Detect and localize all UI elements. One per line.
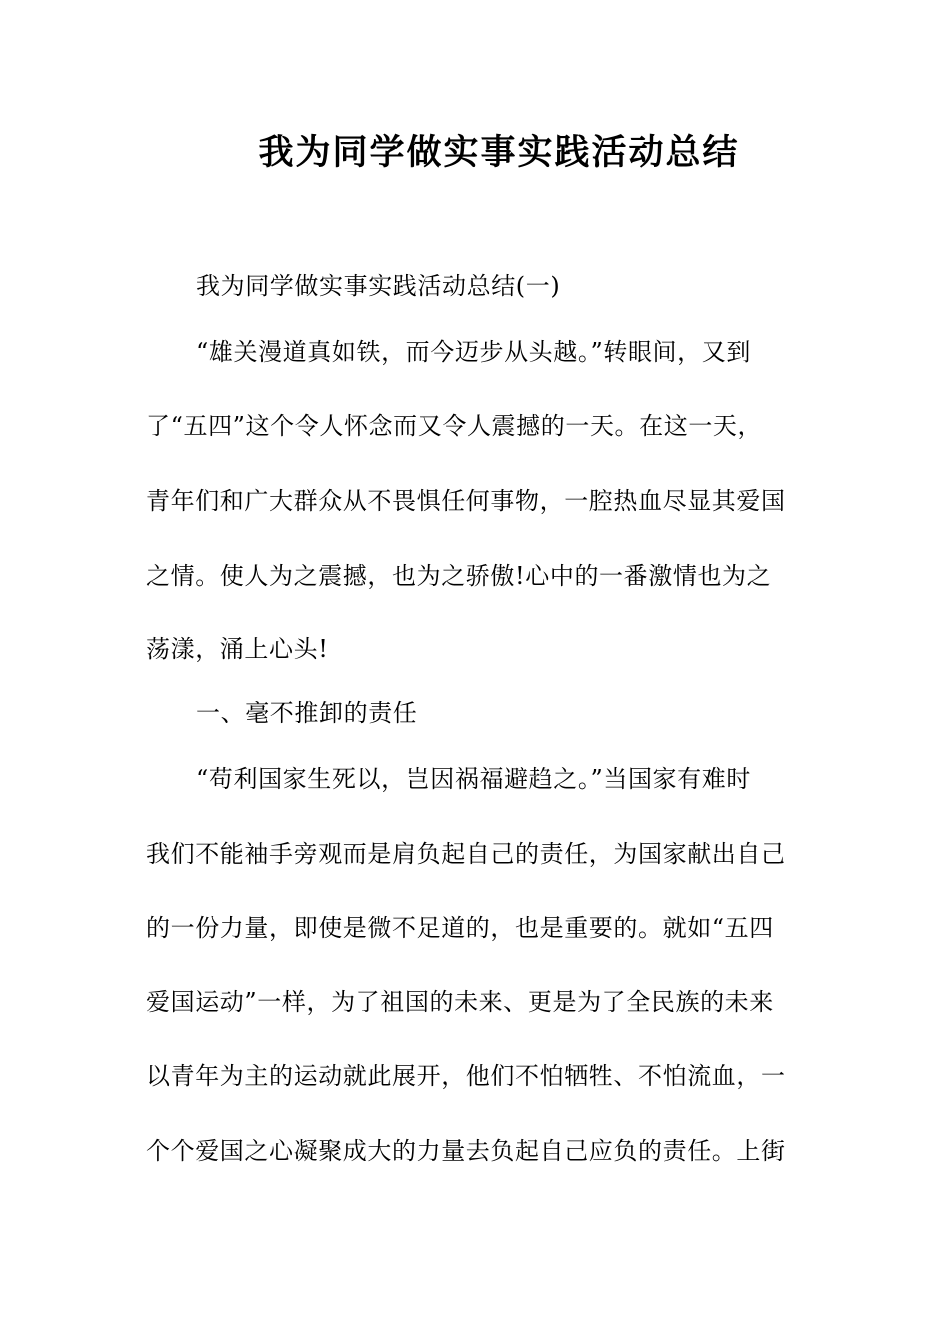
paragraph-line: “苟利国家生死以，岂因祸福避趋之。”当国家有难时 [196,765,751,793]
paragraph-line: 我们不能袖手旁观而是肩负起自己的责任，为国家献出自己 [146,840,786,868]
paragraph-line: 了“五四”这个令人怀念而又令人震撼的一天。在这一天， [146,412,763,440]
paragraph-line: 荡漾，涌上心头! [146,635,329,663]
paragraph-line: 青年们和广大群众从不畏惧任何事物，一腔热血尽显其爱国 [146,487,786,515]
subheading-responsibility: 一、毫不推卸的责任 [196,699,418,727]
paragraph-line: 爱国运动”一样，为了祖国的未来、更是为了全民族的未来 [146,988,774,1016]
paragraph-line: 个个爱国之心凝聚成大的力量去负起自己应负的责任。上街 [146,1137,786,1165]
section-heading-one: 我为同学做实事实践活动总结(一) [196,272,561,300]
paragraph-line: 以青年为主的运动就此展开，他们不怕牺牲、不怕流血，一 [146,1062,786,1090]
paragraph-line: 的一份力量，即使是微不足道的，也是重要的。就如“五四 [146,914,774,942]
paragraph-line: “雄关漫道真如铁，而今迈步从头越。”转眼间，又到 [196,338,751,366]
paragraph-line: 之情。使人为之震撼，也为之骄傲!心中的一番激情也为之 [146,562,772,590]
document-title: 我为同学做实事实践活动总结 [258,133,740,173]
